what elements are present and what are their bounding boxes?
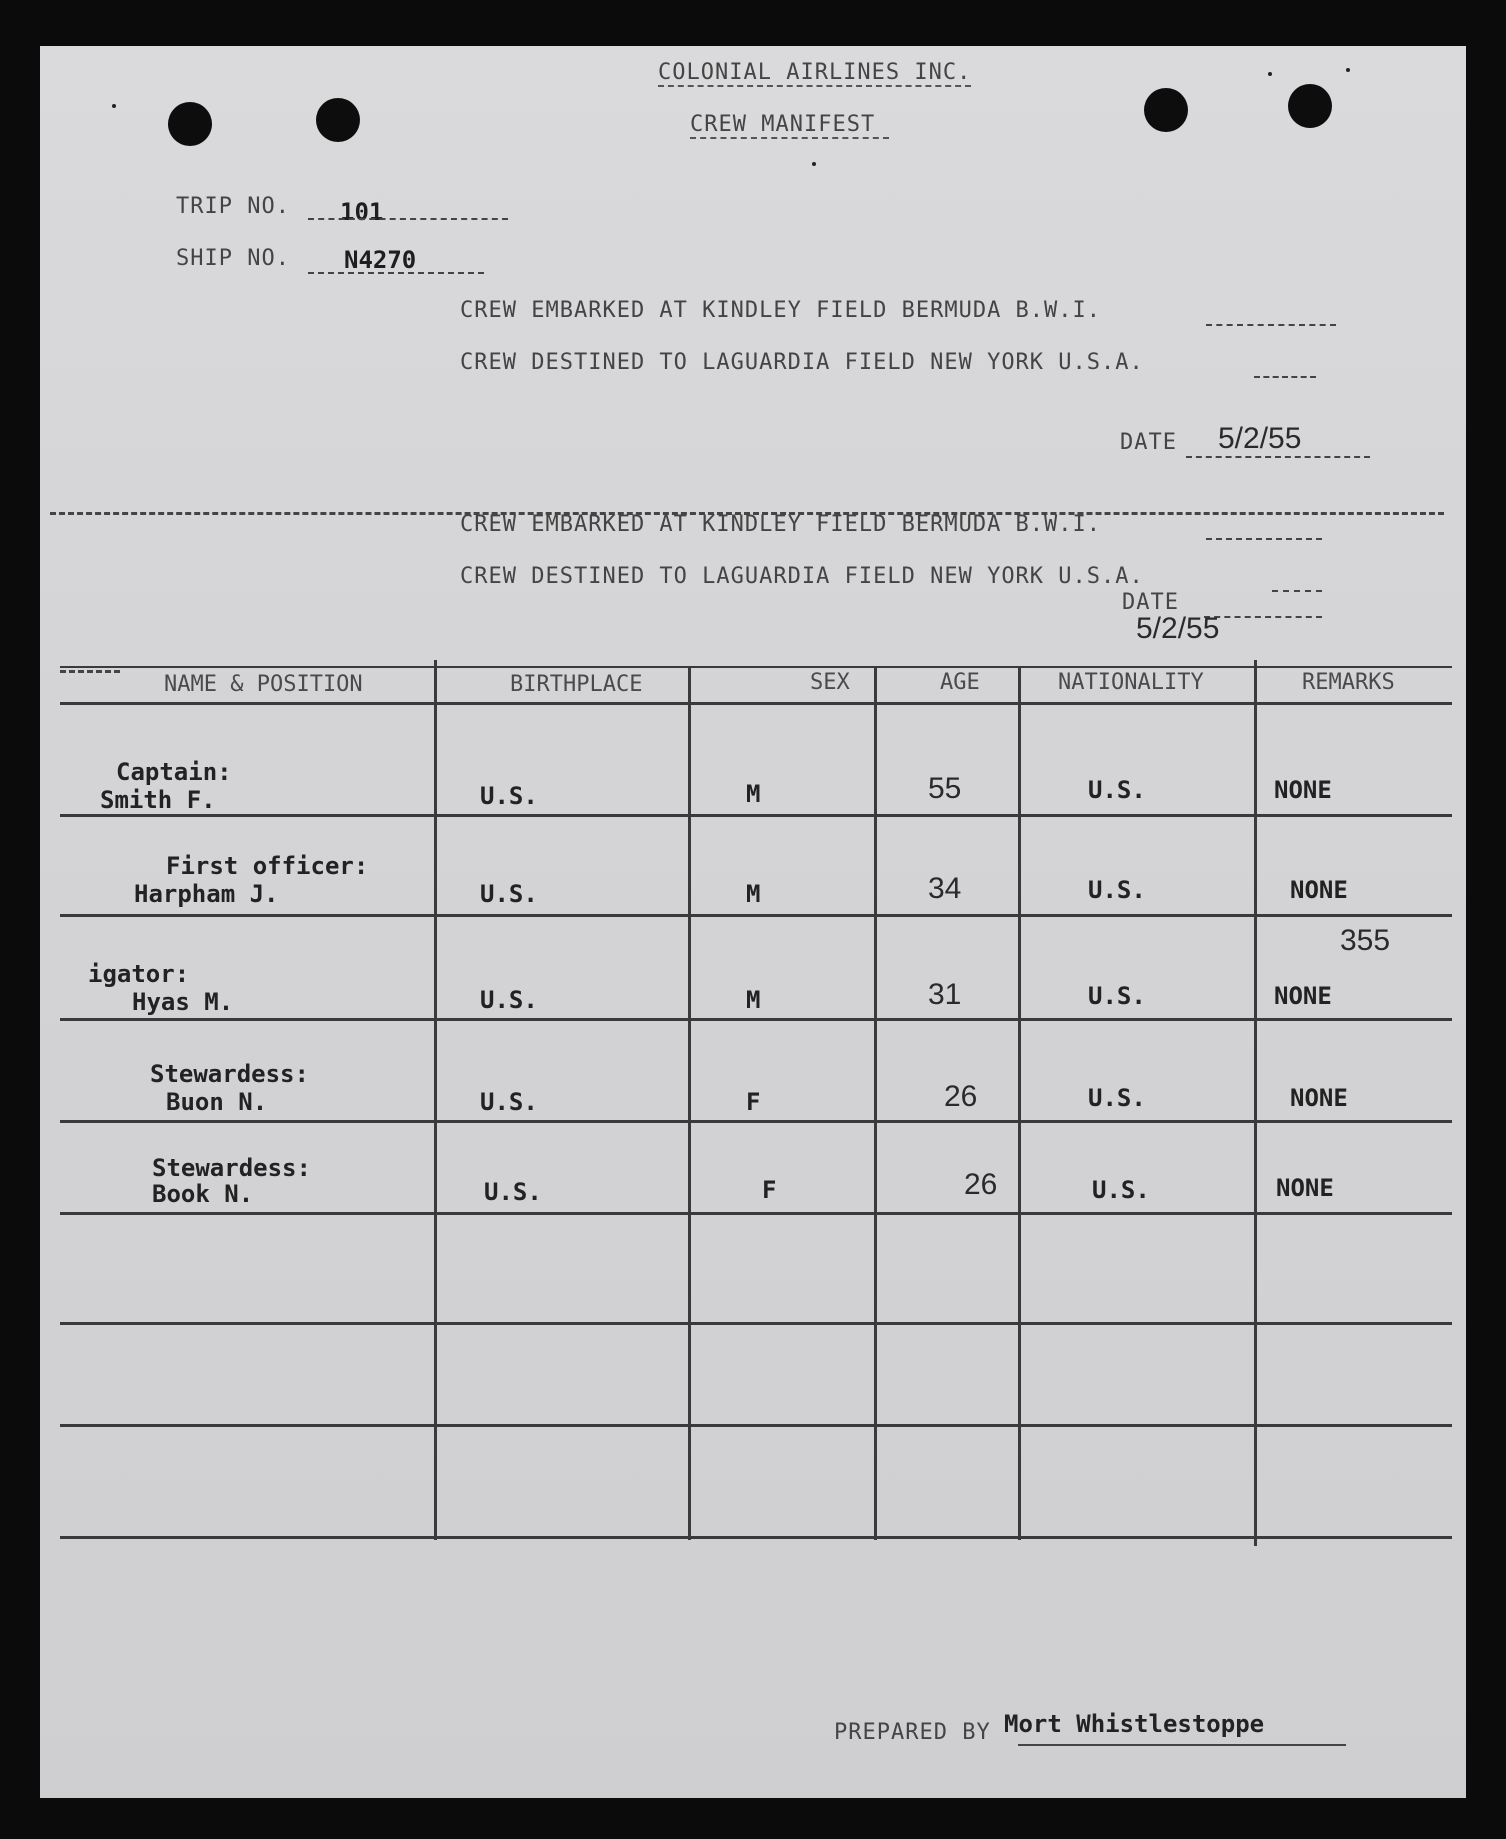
crew-age: 34 xyxy=(928,872,962,905)
crew-name: Harpham J. xyxy=(134,880,279,908)
row-rule xyxy=(60,1212,1452,1215)
speck xyxy=(812,162,816,166)
crew-age: 26 xyxy=(944,1080,978,1113)
ship-line xyxy=(308,272,484,274)
crew-nationality: U.S. xyxy=(1092,1176,1150,1204)
page-title: CREW MANIFEST xyxy=(690,112,889,139)
date-fill-1 xyxy=(1186,456,1370,458)
destined-line-2: CREW DESTINED TO LAGUARDIA FIELD NEW YORK U.S.A. xyxy=(460,564,1144,589)
trip-value: 101 xyxy=(340,198,384,226)
manifest-page xyxy=(40,46,1466,1798)
punch-hole xyxy=(168,102,212,146)
ship-label: SHIP NO. xyxy=(176,246,290,271)
crew-birthplace: U.S. xyxy=(480,1088,538,1116)
col-header-sex: SEX xyxy=(810,670,850,695)
prepared-by-line xyxy=(1018,1744,1346,1746)
speck xyxy=(1268,72,1272,76)
crew-remarks: NONE xyxy=(1290,1084,1348,1112)
crew-position: First officer: xyxy=(166,852,369,880)
trip-line xyxy=(308,218,508,220)
date-value-1: 5/2/55 xyxy=(1218,422,1302,455)
crew-birthplace: U.S. xyxy=(484,1178,542,1206)
row-rule xyxy=(60,1018,1452,1021)
col-rule xyxy=(1254,660,1257,1546)
embarked-fill-1 xyxy=(1206,324,1336,326)
crew-birthplace: U.S. xyxy=(480,880,538,908)
trip-label: TRIP NO. xyxy=(176,194,290,219)
header-bottom-rule xyxy=(60,702,1452,705)
col-rule xyxy=(1018,666,1021,1540)
crew-position: Stewardess: xyxy=(152,1154,311,1182)
destined-line-1: CREW DESTINED TO LAGUARDIA FIELD NEW YORK U.S.A. xyxy=(460,350,1144,375)
destined-fill-1 xyxy=(1254,376,1316,378)
date-label-2: DATE xyxy=(1122,590,1179,615)
crew-remarks: NONE xyxy=(1276,1174,1334,1202)
row-rule xyxy=(60,1120,1452,1123)
ship-value: N4270 xyxy=(344,246,417,274)
prepared-by-name: Mort Whistlestoppe xyxy=(1004,1710,1265,1738)
punch-hole xyxy=(1144,88,1188,132)
col-header-birthplace: BIRTHPLACE xyxy=(510,672,643,697)
crew-age: 31 xyxy=(928,978,962,1011)
crew-name: Smith F. xyxy=(100,786,216,814)
col-rule xyxy=(434,660,437,1540)
col-header-remarks: REMARKS xyxy=(1302,670,1395,695)
header-top-rule xyxy=(60,666,1452,668)
handwritten-annotation: 355 xyxy=(1340,924,1391,957)
punch-hole xyxy=(1288,84,1332,128)
date-label-1: DATE xyxy=(1120,430,1177,455)
crew-name: Book N. xyxy=(152,1180,254,1208)
crew-sex: F xyxy=(746,1088,761,1116)
date-value-2: 5/2/55 xyxy=(1136,612,1220,645)
row-rule xyxy=(60,914,1452,917)
punch-hole xyxy=(316,98,360,142)
crew-nationality: U.S. xyxy=(1088,1084,1146,1112)
embarked-line-1: CREW EMBARKED AT KINDLEY FIELD BERMUDA B.W.I. xyxy=(460,298,1102,323)
crew-nationality: U.S. xyxy=(1088,776,1146,804)
crew-remarks: NONE xyxy=(1290,876,1348,904)
crew-nationality: U.S. xyxy=(1088,876,1146,904)
col-rule xyxy=(688,666,691,1540)
crew-birthplace: U.S. xyxy=(480,782,538,810)
crew-sex: M xyxy=(746,780,761,808)
date-fill-2 xyxy=(1204,616,1322,618)
crew-position: igator: xyxy=(88,960,190,988)
embarked-fill-2 xyxy=(1206,538,1322,540)
crew-age: 26 xyxy=(964,1168,998,1201)
col-header-age: AGE xyxy=(940,670,980,695)
crew-sex: M xyxy=(746,880,761,908)
speck xyxy=(1346,68,1350,72)
row-rule xyxy=(60,1322,1452,1325)
destined-fill-2 xyxy=(1272,590,1322,592)
crew-name: Buon N. xyxy=(166,1088,268,1116)
crew-remarks: NONE xyxy=(1274,982,1332,1010)
prepared-by-label: PREPARED BY xyxy=(834,1720,991,1745)
speck xyxy=(112,104,116,108)
crew-birthplace: U.S. xyxy=(480,986,538,1014)
crew-position: Captain: xyxy=(116,758,232,786)
crew-nationality: U.S. xyxy=(1088,982,1146,1010)
table-top-left xyxy=(60,670,120,673)
col-rule xyxy=(874,666,877,1540)
row-rule xyxy=(60,1424,1452,1427)
col-header-nationality: NATIONALITY xyxy=(1058,670,1204,695)
crew-remarks: NONE xyxy=(1274,776,1332,804)
crew-name: Hyas M. xyxy=(132,988,234,1016)
crew-sex: M xyxy=(746,986,761,1014)
embarked-line-2: CREW EMBARKED AT KINDLEY FIELD BERMUDA B.W.I. xyxy=(460,512,1102,537)
table-bottom-rule xyxy=(60,1536,1452,1539)
crew-position: Stewardess: xyxy=(150,1060,309,1088)
crew-sex: F xyxy=(762,1176,777,1204)
crew-age: 55 xyxy=(928,772,962,805)
col-header-name: NAME & POSITION xyxy=(164,672,363,697)
row-rule xyxy=(60,814,1452,817)
company-name: COLONIAL AIRLINES INC. xyxy=(658,60,972,85)
